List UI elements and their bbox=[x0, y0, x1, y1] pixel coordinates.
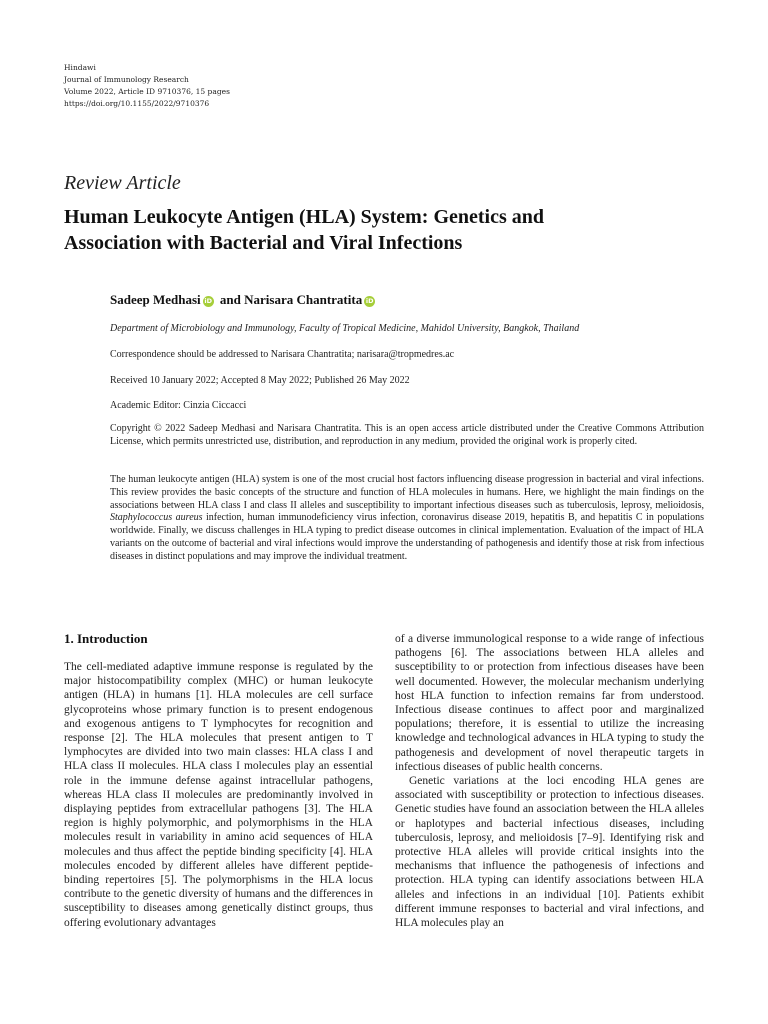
author-list bbox=[110, 292, 378, 308]
affiliation: Department of Microbiology and Immunology, Faculty of Tropical Medicine, Mahidol University, Bangkok, Thailand bbox=[110, 323, 580, 334]
author-connector: and bbox=[219, 292, 241, 307]
copyright-notice: Copyright © 2022 Sadeep Medhasi and Narisara Chantratita. This is an open access article distributed under the Creative Commons Attribution License, which permits unrestricted use, distribution, and reproduction in any medium, provided the original work is properly cited. bbox=[110, 423, 704, 447]
volume-info: Volume 2022, Article ID 9710376, 15 pages bbox=[64, 87, 230, 96]
body-column-left bbox=[64, 632, 373, 930]
body-paragraph: of a diverse immunological response to a wide range of infectious pathogens [6]. The associations between HLA alleles and susceptibility to or protection from infectious diseases have been well documented. However, the molecular mechanism underlying host HLA function to infection remains far from understood. Infectious disease continues to affect poor and marginalized populations; therefore, it is essential to utilize the increasing knowledge and technological advances in HLA typing to study the pathogenesis and development of novel therapeutic targets in infectious diseases of public health concerns. bbox=[395, 633, 704, 773]
orcid-icon[interactable]: iD bbox=[365, 297, 374, 305]
academic-editor: Academic Editor: Cinzia Ciccacci bbox=[110, 400, 247, 411]
author-name-2[interactable]: Narisara Chantratita bbox=[244, 292, 363, 307]
journal-info bbox=[64, 62, 230, 110]
title-line-1: Human Leukocyte Antigen (HLA) System: Genetics and bbox=[64, 206, 544, 228]
journal-name: Journal of Immunology Research bbox=[64, 75, 189, 84]
body-paragraph: The cell-mediated adaptive immune response is regulated by the major histocompatibility complex (MHC) or human leukocyte antigen (HLA) in humans [1]. HLA molecules are cell surface glycoproteins whose primary function is to present endogenous and exogenous antigens to T lymphocytes for recognition and response [2]. The HLA molecules that present antigen to T lymphocytes are divided into two main classes: HLA class I and HLA class II molecules. HLA class I molecules play an essential role in the immune defense against intracellular pathogens, whereas HLA class II molecules are predominantly involved in displaying peptides from extracellular pathogens [3]. The HLA region is highly polymorphic, and polymorphisms in the HLA molecules result in variability in amino acid sequences of HLA molecules and thus affect the peptide binding specificity [4]. HLA molecules encoded by different alleles have different peptide-binding repertoires [5]. The polymorphisms in the HLA locus contribute to the genetic diversity of humans and the differences in susceptibility to diseases among genetically distinct groups, thus offering evolutionary advantages bbox=[64, 661, 373, 929]
orcid-icon[interactable]: iD bbox=[204, 297, 212, 305]
body-paragraph: Genetic variations at the loci encoding HLA genes are associated with susceptibility or protection to infectious diseases. Genetic studies have found an association between the HLA alleles or haplotypes and bacterial infectious diseases, including tuberculosis, leprosy, and melioidosis [7–9]. Identifying risk and protective HLA alleles will provide critical insights into the mechanisms that influence the pathogenesis of infections and protection. HLA typing can identify associations between HLA alleles and infections in an individual [10]. Patients exhibit different immune responses to bacterial and viral infections, and HLA molecules play an bbox=[395, 775, 704, 930]
publisher-name: Hindawi bbox=[64, 63, 96, 72]
abstract bbox=[110, 474, 704, 564]
article-title bbox=[64, 204, 704, 256]
publication-dates: Received 10 January 2022; Accepted 8 May 2022; Published 26 May 2022 bbox=[110, 375, 410, 386]
body-column-right bbox=[395, 632, 704, 930]
abstract-species-name: Staphylococcus aureus bbox=[110, 512, 203, 524]
article-type: Review Article bbox=[64, 172, 181, 194]
correspondence: Correspondence should be addressed to Narisara Chantratita; narisara@tropmedres.ac bbox=[110, 349, 455, 360]
section-heading: 1. Introduction bbox=[64, 631, 148, 646]
author-name-1[interactable]: Sadeep Medhasi bbox=[110, 292, 201, 307]
title-line-2: Association with Bacterial and Viral Infections bbox=[64, 232, 463, 254]
abstract-text: infection, human immunodeficiency virus infection, coronavirus disease 2019, hepatitis B, and hepatitis C in populations worldwide. Finally, we discuss challenges in HLA typing to predict disease outcomes in clinical implementation. Evaluation of the impact of HLA variants on the outcome of bacterial and viral infections would improve the understanding of pathogenesis and identify those at risk from infectious diseases in distinct populations and may improve the individual treatment. bbox=[110, 512, 704, 562]
doi-link[interactable]: https://doi.org/10.1155/2022/9710376 bbox=[64, 99, 210, 108]
abstract-text: The human leukocyte antigen (HLA) system is one of the most crucial host factors influencing disease progression in bacterial and viral infections. This review provides the basic concepts of the structure and function of HLA molecules in humans. Here, we highlight the main findings on the associations between HLA class I and class II alleles and susceptibility to important infectious diseases such as tuberculosis, leprosy, melioidosis, bbox=[110, 474, 704, 511]
